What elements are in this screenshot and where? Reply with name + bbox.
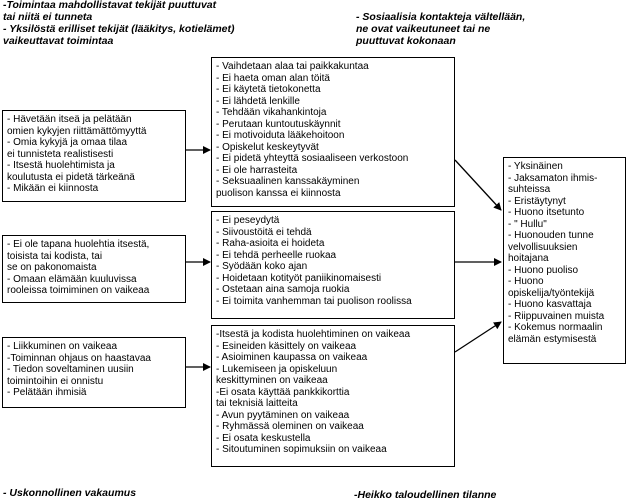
- box-line: - Asioiminen kaupassa on vaikeaa: [216, 352, 368, 363]
- box-line: toisista tai kodista, tai: [7, 250, 103, 262]
- box-line: - Ei peseydytä: [216, 215, 280, 226]
- box-line: - Ei pidetä yhteyttä sosiaaliseen verkostoon: [216, 153, 409, 164]
- box-line: - Ei toimita vanhemman tai puolison roolissa: [216, 295, 412, 307]
- note-line: -Toimintaa mahdollistavat tekijät puuttuvat: [3, 0, 217, 11]
- box-line: - Hoidetaan kotityöt paniikinomaisesti: [216, 272, 382, 284]
- box-line: - Huono puoliso: [508, 264, 579, 276]
- box-line: omien kykyjen riittämättömyyttä: [7, 125, 147, 137]
- box-line: - Perutaan kuntoutuskäynnit: [216, 118, 341, 130]
- box-line: - Sitoutuminen sopimuksiin on vaikeaa: [216, 444, 387, 455]
- box-line: rooleissa toimiminen on vaikeaa: [7, 285, 150, 296]
- box-line: elämän estymisestä: [508, 333, 597, 345]
- box-line: - Kokemus normaalin: [508, 322, 603, 333]
- box-line: - Ei ole tapana huolehtia itsestä,: [7, 239, 150, 250]
- box-line: se on pakonomaista: [7, 262, 97, 273]
- note-line: tai niitä ei tunneta: [3, 11, 93, 23]
- box-line: suhteissa: [508, 184, 551, 195]
- connector-mid1-to-right: [455, 160, 501, 210]
- box-line: puolison kanssa ei kiinnosta: [216, 187, 341, 199]
- box-line: - Omaan elämään kuuluvissa: [7, 273, 137, 285]
- box-line: - Ei motivoiduta lääkehoitoon: [216, 130, 345, 141]
- box-line: - Esineiden käsittely on vaikeaa: [216, 340, 357, 352]
- box-line: koulutusta ei pidetä tärkeänä: [7, 171, 135, 183]
- box-line: - Seksuaalinen kanssakäyminen: [216, 176, 360, 187]
- box-line: -Itsestä ja kodista huolehtiminen on vaikeaa: [216, 329, 411, 340]
- box-line: - Ostetaan aina samoja ruokia: [216, 284, 350, 295]
- box-line: opiskelija/työntekijä: [508, 287, 595, 299]
- note-line: ne ovat vaikeutuneet tai ne: [356, 23, 491, 35]
- box-line: hoitajana: [508, 253, 549, 264]
- box-line: - Raha-asioita ei hoideta: [216, 238, 325, 249]
- box-line: - Huonouden tunne: [508, 230, 594, 241]
- box-line: - Ei käytetä tietokonetta: [216, 84, 321, 95]
- box-line: - Riippuvainen muista: [508, 310, 605, 322]
- box-line: - Lukemiseen ja opiskeluun: [216, 363, 338, 375]
- box-line: - Omia kykyjä ja omaa tilaa: [7, 137, 128, 148]
- box-line: - Avun pyytäminen on vaikeaa: [216, 409, 350, 421]
- box-line: - Mikään ei kiinnosta: [7, 183, 99, 194]
- box-line: - Jaksamaton ihmis-: [508, 172, 598, 184]
- box-line: - Huono kasvattaja: [508, 299, 592, 310]
- box-line: - Huono itsetunto: [508, 207, 585, 218]
- box-line: velvollisuuksien: [508, 241, 578, 253]
- box-line: - Hävetään itseä ja pelätään: [7, 114, 132, 125]
- box-line: - Ryhmässä oleminen on vaikeaa: [216, 421, 364, 432]
- box-line: - Ei ole harrasteita: [216, 164, 298, 176]
- box-line: - Vaihdetaan alaa tai paikkakuntaa: [216, 61, 369, 72]
- box-line: - " Hullu": [508, 218, 547, 230]
- box-line: - Eristäytynyt: [508, 195, 566, 207]
- box-line: - Liikkuminen on vaikeaa: [7, 341, 118, 352]
- note-line: vaikeuttavat toimintaa: [3, 35, 114, 47]
- note-line: puuttuvat kokonaan: [356, 35, 456, 47]
- box-line: ei tunnisteta realistisesti: [7, 148, 114, 160]
- connector-mid3-to-right: [455, 322, 501, 352]
- box-line: - Ei osata keskustella: [216, 432, 311, 444]
- box-line: - Huono: [508, 276, 544, 287]
- note-line: -Heikko taloudellinen tilanne: [354, 489, 497, 501]
- box-line: - Syödään koko ajan: [216, 261, 308, 272]
- box-line: - Tiedon soveltaminen uusiin: [7, 364, 134, 375]
- box-line: - Ei tehdä perheelle ruokaa: [216, 249, 337, 261]
- box-line: tai teknisiä laitteita: [216, 398, 298, 409]
- box-line: - Opiskelut keskeytyvät: [216, 141, 319, 153]
- box-line: - Yksinäinen: [508, 161, 563, 172]
- box-line: - Itsestä huolehtimista ja: [7, 160, 115, 171]
- note-line: - Uskonnollinen vakaumus: [3, 487, 137, 499]
- box-line: keskittyminen on vaikeaa: [216, 375, 328, 386]
- box-line: - Ei haeta oman alan töitä: [216, 72, 330, 84]
- box-line: - Pelätään ihmisiä: [7, 387, 87, 398]
- note-line: - Sosiaalisia kontakteja vältellään,: [356, 11, 526, 23]
- box-line: -Ei osata käyttää pankkikorttia: [216, 386, 350, 398]
- box-line: - Ei lähdetä lenkille: [216, 95, 300, 107]
- box-line: - Siivoustöitä ei tehdä: [216, 226, 312, 238]
- box-line: toimintoihin ei onnistu: [7, 375, 104, 387]
- box-line: -Toiminnan ohjaus on haastavaa: [7, 352, 151, 364]
- box-line: - Tehdään vikahankintoja: [216, 107, 327, 118]
- note-line: - Yksilöstä erilliset tekijät (lääkitys, kotielämet): [3, 23, 235, 35]
